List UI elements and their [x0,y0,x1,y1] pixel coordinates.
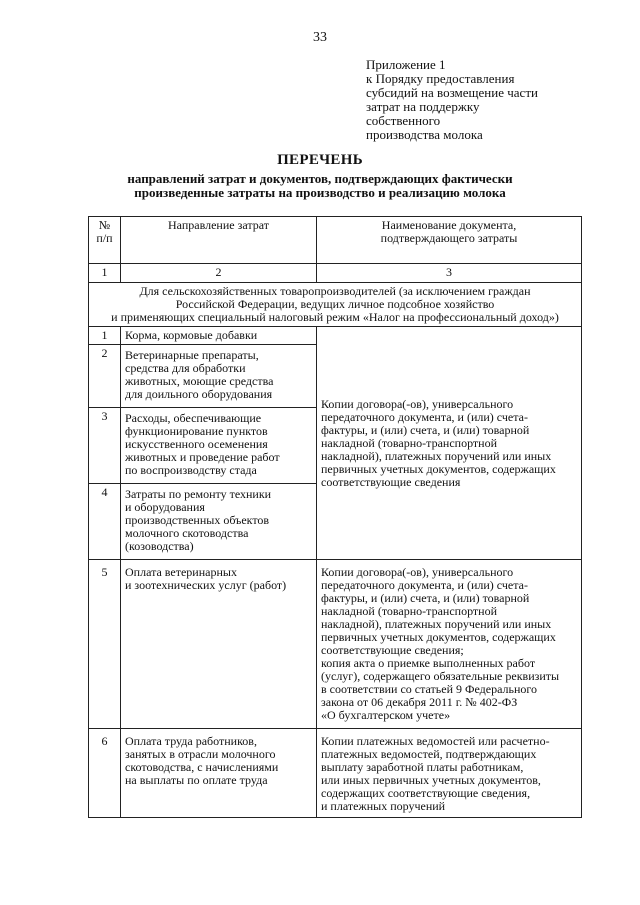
table-row [89,560,582,729]
row-number: 2 [89,345,121,408]
row-number: 1 [89,327,121,345]
appendix-note [366,58,538,142]
row-documents: Копии договора(-ов), универсального передаточного документа, и (или) счета- фактуры, и (или) счета, и (или) товарной накладной (товарно-транспортной накладной), платежных поручений или иных первичных учетных документов, содержащих соответствующие сведения; копия акта о приемке выполненных работ (услуг), содержащего обязательные реквизиты в соответствии со статьей 9 Федерального закона от 06 декабря 2011 г. № 402-ФЗ «О бухгалтерском учете» [317,560,582,729]
table-row [89,729,582,818]
row-documents: Копии платежных ведомостей или расчетно- платежных ведомостей, подтверждающих выплату заработной платы работникам, или иных первичных учетных документов, содержащих соответствующие сведения, и платежных поручений [317,729,582,818]
row-direction: Корма, кормовые добавки [121,327,317,345]
header-document: Наименование документа, подтверждающего затраты [317,217,582,264]
document-title: ПЕРЕЧЕНЬ [277,152,363,168]
header-direction: Направление затрат [121,217,317,264]
table-header-row [89,217,582,264]
document-subtitle [40,172,600,200]
row-number: 5 [89,560,121,729]
appendix-line: Приложение 1 [366,57,446,72]
row-documents-shared: Копии договора(-ов), универсального передаточного документа, и (или) счета- фактуры, и (или) счета, и (или) товарной накладной (товарно-транспортной накладной), платежных поручений или иных первичных учетных документов, содержащих соответствующие сведения [317,327,582,560]
subtitle-line: произведенные затраты на производство и реализацию молока [134,185,506,200]
appendix-line: производства молока [366,127,483,142]
column-number: 2 [121,264,317,283]
header-number: № п/п [89,217,121,264]
appendix-line: затрат на поддержку [366,99,480,114]
group-header: Для сельскохозяйственных товаропроизводителей (за исключением граждан Российской Федерации, ведущих личное подсобное хозяйство и применяющих специальный налоговый режим «Налог на профессиональный доход») [89,283,582,327]
column-numbers-row [89,264,582,283]
row-number: 6 [89,729,121,818]
appendix-line: субсидий на возмещение части [366,85,538,100]
expenses-table [88,216,582,818]
subtitle-line: направлений затрат и документов, подтверждающих фактически [127,171,513,186]
column-number: 1 [89,264,121,283]
row-number: 4 [89,484,121,560]
appendix-line: собственного [366,113,441,128]
row-direction: Ветеринарные препараты, средства для обработки животных, моющие средства для доильного оборудования [121,345,317,408]
table-row [89,327,582,345]
page-number: 33 [313,30,327,45]
column-number: 3 [317,264,582,283]
row-number: 3 [89,408,121,484]
row-direction: Оплата труда работников, занятых в отрасли молочного скотоводства, с начислениями на выплаты по оплате труда [121,729,317,818]
row-direction: Расходы, обеспечивающие функционирование пунктов искусственного осеменения животных и проведение работ по воспроизводству стада [121,408,317,484]
row-direction: Затраты по ремонту техники и оборудования производственных объектов молочного скотоводства (козоводства) [121,484,317,560]
appendix-line: к Порядку предоставления [366,71,515,86]
row-direction: Оплата ветеринарных и зоотехнических услуг (работ) [121,560,317,729]
group-header-row [89,283,582,327]
